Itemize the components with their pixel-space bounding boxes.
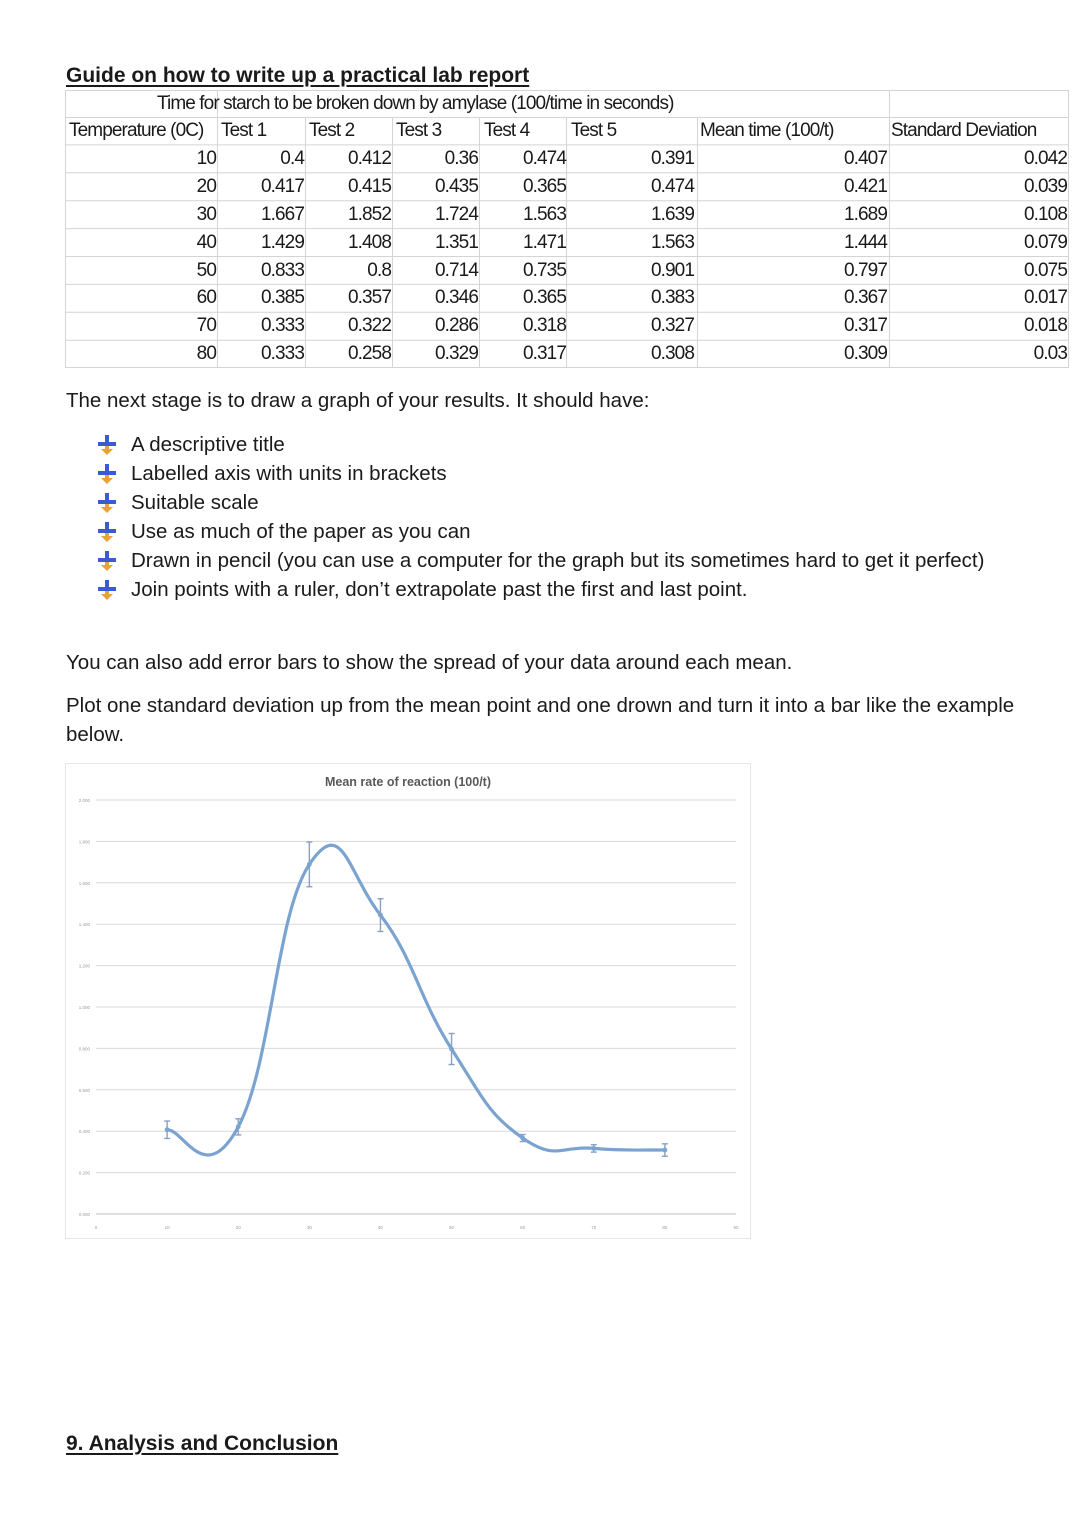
table-value-cell: 0.108 bbox=[1023, 203, 1067, 225]
table-header-cell: Test 2 bbox=[309, 120, 355, 141]
table-header-cell: Standard Deviation bbox=[891, 120, 1037, 141]
table-value-cell: 0.901 bbox=[650, 259, 694, 281]
table-value-cell: 0.8 bbox=[367, 259, 391, 281]
plus-arrow-bullet-icon bbox=[96, 492, 118, 514]
table-value-cell: 0.365 bbox=[522, 175, 566, 197]
x-tick-label: 60 bbox=[520, 1225, 526, 1230]
y-tick-label: 0.800 bbox=[78, 1046, 90, 1052]
document-title: Guide on how to write up a practical lab report bbox=[66, 64, 530, 87]
table-value-cell: 0.017 bbox=[1023, 287, 1067, 309]
x-tick-label: 0 bbox=[94, 1225, 98, 1230]
y-tick-label: 1.600 bbox=[78, 880, 90, 886]
list-item bbox=[96, 517, 996, 546]
table-value-cell: 0.042 bbox=[1023, 147, 1067, 169]
table-row-temperature: 60 bbox=[196, 287, 216, 309]
table-value-cell: 0.333 bbox=[260, 343, 304, 365]
list-item bbox=[96, 575, 996, 604]
section-heading: 9. Analysis and Conclusion bbox=[66, 1432, 339, 1455]
table-row-temperature: 20 bbox=[196, 175, 216, 197]
table-value-cell: 0.435 bbox=[434, 175, 478, 197]
data-point bbox=[591, 1146, 596, 1151]
table-value-cell: 0.383 bbox=[650, 287, 694, 309]
graph-requirements-list bbox=[96, 430, 996, 604]
table-value-cell: 0.407 bbox=[843, 147, 887, 169]
table-header-cell: Mean time (100/t) bbox=[700, 120, 834, 141]
table-value-cell: 0.317 bbox=[522, 343, 566, 365]
table-value-cell: 1.667 bbox=[260, 203, 304, 225]
table-value-cell: 1.429 bbox=[260, 231, 304, 253]
table-value-cell: 0.318 bbox=[522, 315, 566, 337]
x-tick-label: 10 bbox=[164, 1225, 170, 1230]
y-tick-label: 1.400 bbox=[78, 922, 90, 928]
y-tick-label: 1.000 bbox=[78, 1005, 90, 1010]
data-point bbox=[165, 1127, 170, 1132]
table-value-cell: 0.417 bbox=[260, 175, 304, 197]
plus-arrow-bullet-icon bbox=[96, 434, 118, 456]
table-value-cell: 0.4 bbox=[280, 147, 304, 169]
list-item bbox=[96, 546, 996, 575]
table-row-temperature: 40 bbox=[196, 231, 216, 253]
table-header-cell: Test 4 bbox=[484, 120, 530, 141]
x-tick-label: 50 bbox=[449, 1225, 455, 1230]
table-value-cell: 1.852 bbox=[347, 203, 391, 225]
table-row-temperature: 30 bbox=[196, 203, 216, 225]
table-value-cell: 0.365 bbox=[522, 287, 566, 309]
mean-rate-chart bbox=[65, 763, 751, 1239]
table-caption: Time for starch to be broken down by amylase (100/time in seconds) bbox=[157, 93, 674, 114]
table-value-cell: 0.333 bbox=[260, 315, 304, 337]
plus-arrow-bullet-icon bbox=[96, 579, 118, 601]
list-item-text: Labelled axis with units in brackets bbox=[131, 462, 447, 485]
table-header-cell: Temperature (0C) bbox=[69, 120, 204, 141]
table-value-cell: 1.471 bbox=[522, 231, 566, 253]
table-value-cell: 0.391 bbox=[650, 147, 694, 169]
x-tick-label: 20 bbox=[235, 1225, 241, 1230]
table-value-cell: 0.735 bbox=[522, 259, 566, 281]
x-tick-label: 70 bbox=[591, 1225, 597, 1230]
list-item-text: Drawn in pencil (you can use a computer for the graph but its sometimes hard to get it perfect) bbox=[131, 549, 985, 572]
table-value-cell: 0.421 bbox=[843, 175, 887, 197]
table-value-cell: 0.018 bbox=[1023, 315, 1067, 337]
table-value-cell: 0.412 bbox=[347, 147, 391, 169]
list-item-text: Join points with a ruler, don’t extrapolate past the first and last point. bbox=[131, 578, 748, 601]
table-value-cell: 0.075 bbox=[1023, 259, 1067, 281]
data-point bbox=[662, 1148, 667, 1153]
list-item-text: A descriptive title bbox=[131, 433, 285, 456]
table-row-temperature: 10 bbox=[196, 147, 216, 169]
y-tick-label: 0.400 bbox=[78, 1129, 90, 1135]
list-item bbox=[96, 459, 996, 488]
standard-deviation-note: Plot one standard deviation up from the mean point and one drown and turn it into a bar like the example below. bbox=[66, 694, 1015, 746]
table-row-temperature: 70 bbox=[196, 315, 216, 337]
table-value-cell: 0.327 bbox=[650, 315, 694, 337]
y-tick-label: 1.800 bbox=[78, 839, 90, 845]
list-item bbox=[96, 488, 996, 517]
y-tick-label: 0.000 bbox=[78, 1212, 90, 1217]
x-tick-label: 30 bbox=[306, 1225, 312, 1230]
plus-arrow-bullet-icon bbox=[96, 550, 118, 572]
error-bar-note: You can also add error bars to show the spread of your data around each mean. bbox=[66, 651, 793, 674]
plus-arrow-bullet-icon bbox=[96, 521, 118, 543]
table-value-cell: 0.317 bbox=[843, 315, 887, 337]
y-tick-label: 2.000 bbox=[78, 798, 90, 803]
graph-intro-text: The next stage is to draw a graph of your results. It should have: bbox=[66, 389, 650, 412]
table-value-cell: 0.309 bbox=[843, 343, 887, 365]
table-value-cell: 0.322 bbox=[347, 315, 391, 337]
table-value-cell: 0.346 bbox=[434, 287, 478, 309]
table-value-cell: 0.714 bbox=[434, 259, 478, 281]
table-header-cell: Test 5 bbox=[571, 120, 617, 141]
table-value-cell: 1.724 bbox=[434, 203, 478, 225]
table-value-cell: 0.357 bbox=[347, 287, 391, 309]
y-tick-label: 0.600 bbox=[78, 1087, 90, 1093]
table-value-cell: 0.415 bbox=[347, 175, 391, 197]
plus-arrow-bullet-icon bbox=[96, 463, 118, 485]
list-item-text: Suitable scale bbox=[131, 491, 259, 514]
chart-title: Mean rate of reaction (100/t) bbox=[324, 775, 492, 789]
x-tick-label: 40 bbox=[377, 1225, 383, 1230]
list-item-text: Use as much of the paper as you can bbox=[131, 520, 471, 543]
chart-background bbox=[65, 763, 751, 1239]
data-point bbox=[378, 913, 383, 918]
list-item bbox=[96, 430, 996, 459]
table-value-cell: 0.833 bbox=[260, 259, 304, 281]
table-value-cell: 0.367 bbox=[843, 287, 887, 309]
table-value-cell: 0.308 bbox=[650, 343, 694, 365]
table-value-cell: 1.563 bbox=[522, 203, 566, 225]
data-point bbox=[449, 1047, 454, 1052]
table-row-temperature: 80 bbox=[196, 343, 216, 365]
data-point bbox=[236, 1124, 241, 1129]
x-tick-label: 80 bbox=[662, 1225, 668, 1230]
table-row-temperature: 50 bbox=[196, 259, 216, 281]
table-value-cell: 1.351 bbox=[434, 231, 478, 253]
table-value-cell: 0.474 bbox=[650, 175, 694, 197]
table-value-cell: 0.286 bbox=[434, 315, 478, 337]
data-point bbox=[520, 1136, 525, 1141]
table-value-cell: 0.03 bbox=[1033, 343, 1067, 365]
table-value-cell: 0.36 bbox=[444, 147, 478, 169]
table-value-cell: 1.408 bbox=[347, 231, 391, 253]
table-header-cell: Test 1 bbox=[221, 120, 267, 141]
x-tick-label: 90 bbox=[733, 1225, 739, 1230]
data-point bbox=[307, 862, 312, 867]
table-value-cell: 0.079 bbox=[1023, 231, 1067, 253]
table-value-cell: 0.385 bbox=[260, 287, 304, 309]
table-value-cell: 0.258 bbox=[347, 343, 391, 365]
table-value-cell: 1.444 bbox=[843, 231, 887, 253]
y-tick-label: 0.200 bbox=[78, 1170, 90, 1176]
table-value-cell: 1.563 bbox=[650, 231, 694, 253]
table-value-cell: 0.797 bbox=[843, 259, 887, 281]
table-value-cell: 1.689 bbox=[843, 203, 887, 225]
table-value-cell: 1.639 bbox=[650, 203, 694, 225]
table-header-cell: Test 3 bbox=[396, 120, 442, 141]
y-tick-label: 1.200 bbox=[78, 963, 90, 969]
table-value-cell: 0.329 bbox=[434, 343, 478, 365]
table-value-cell: 0.039 bbox=[1023, 175, 1067, 197]
table-value-cell: 0.474 bbox=[522, 147, 566, 169]
